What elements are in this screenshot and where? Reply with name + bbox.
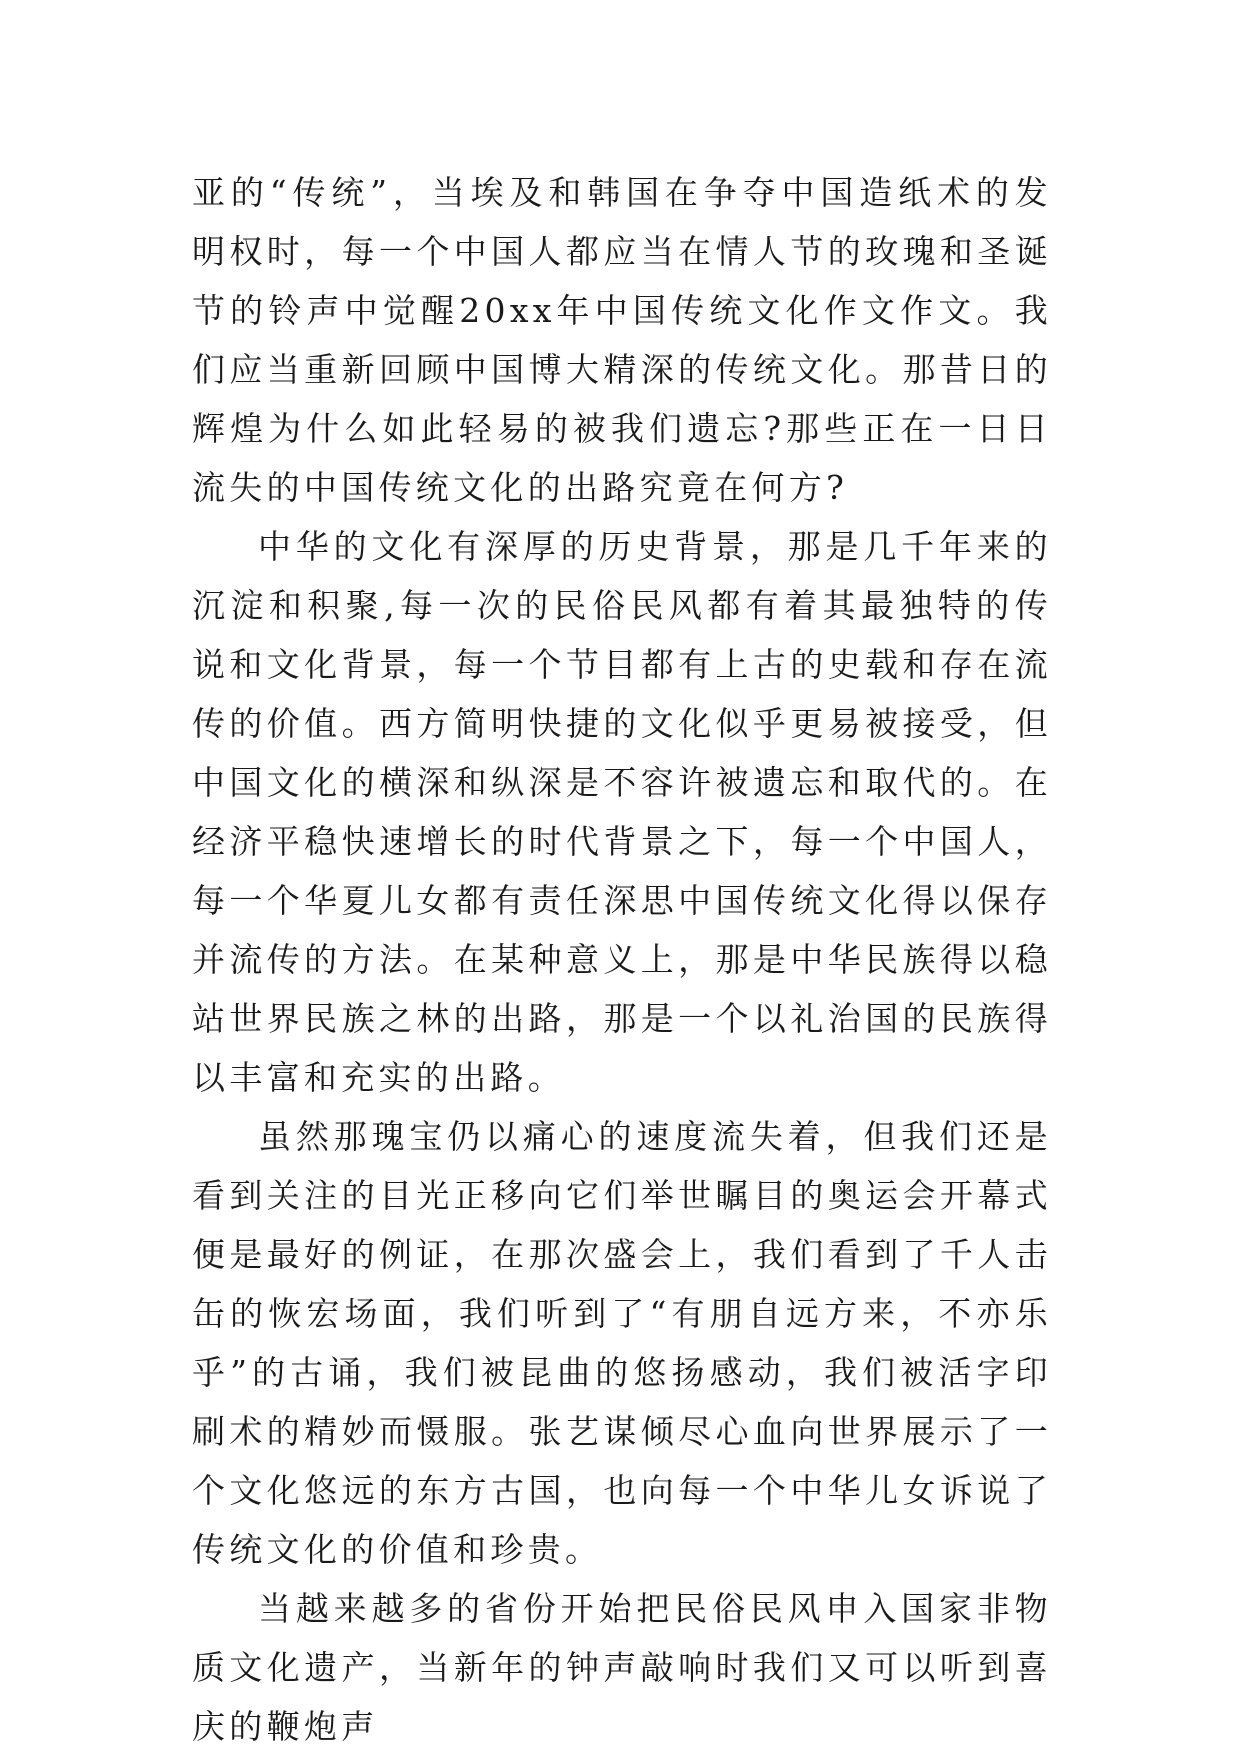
document-body bbox=[192, 163, 1052, 1756]
paragraph-3: 虽然那瑰宝仍以痛心的速度流失着，但我们还是看到关注的目光正移向它们举世瞩目的奥运会开幕式便是最好的例证，在那次盛会上，我们看到了千人击缶的恢宏场面，我们听到了“有朋自远方来，不亦乐乎”的古诵，我们被昆曲的悠扬感动，我们被活字印刷术的精妙而慑服。张艺谋倾尽心血向世界展示了一个文化悠远的东方古国，也向每一个中华儿女诉说了传统文化的价值和珍贵。 bbox=[192, 1117, 1052, 1569]
paragraph-1: 亚的“传统”，当埃及和韩国在争夺中国造纸术的发明权时，每一个中国人都应当在情人节的玫瑰和圣诞节的铃声中觉醒20xx年中国传统文化作文作文。我们应当重新回顾中国博大精深的传统文化。那昔日的辉煌为什么如此轻易的被我们遗忘?那些正在一日日流失的中国传统文化的出路究竟在何方? bbox=[192, 173, 1052, 507]
paragraph-4: 当越来越多的省份开始把民俗民风申入国家非物质文化遗产，当新年的钟声敲响时我们又可以听到喜庆的鞭炮声 bbox=[192, 1589, 1052, 1746]
paragraph-2: 中华的文化有深厚的历史背景，那是几千年来的沉淀和积聚,每一次的民俗民风都有着其最独特的传说和文化背景，每一个节目都有上古的史载和存在流传的价值。西方简明快捷的文化似乎更易被接受，但中国文化的横深和纵深是不容许被遗忘和取代的。在经济平稳快速增长的时代背景之下，每一个中国人，每一个华夏儿女都有责任深思中国传统文化得以保存并流传的方法。在某种意义上，那是中华民族得以稳站世界民族之林的出路，那是一个以礼治国的民族得以丰富和充实的出路。 bbox=[192, 527, 1052, 1097]
